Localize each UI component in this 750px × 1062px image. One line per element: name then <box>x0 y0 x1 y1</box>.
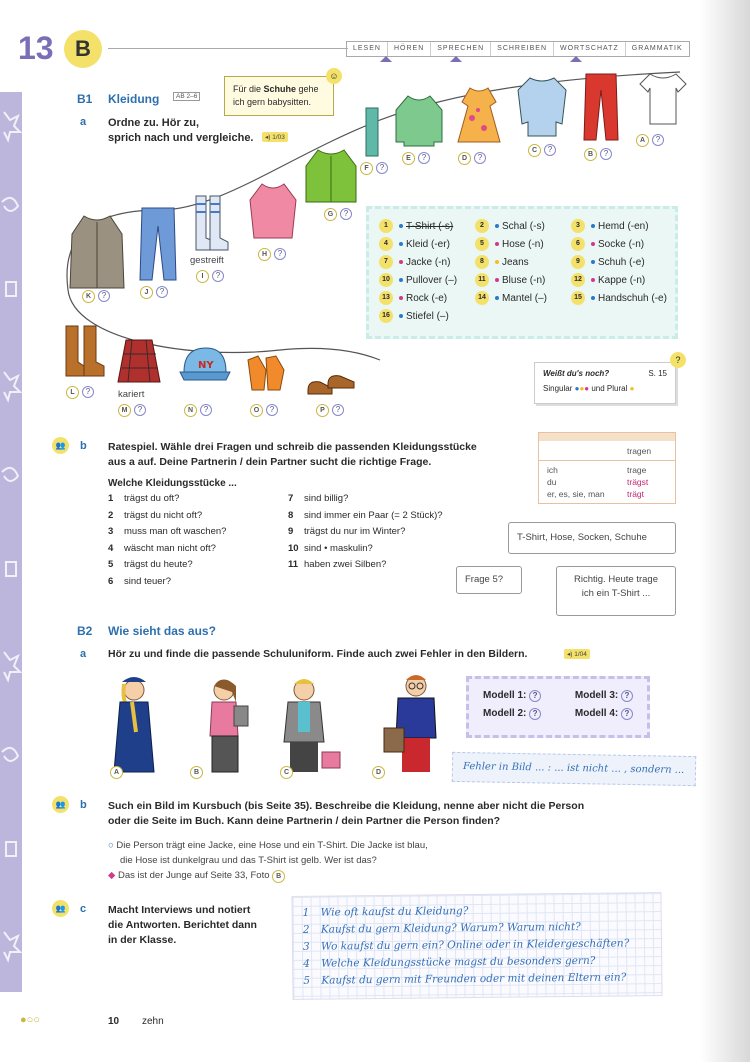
answer-slot-l[interactable]: ? <box>82 386 94 398</box>
answer-slot-a[interactable]: ? <box>652 134 664 146</box>
b2b-letter: b <box>80 799 87 811</box>
b2b-example-1b: die Hose ist dunkelgrau und das T-Shirt ist gelb. Wer ist das? <box>120 855 377 866</box>
fehler-note: Fehler in Bild ... : ... ist nicht ... , sondern ... <box>452 752 696 786</box>
vocab-item <box>571 219 681 233</box>
note-number: 1 <box>302 906 310 919</box>
question-text: sind • maskulin? <box>304 542 373 554</box>
vocab-number: 11 <box>475 273 489 287</box>
vocab-item <box>379 273 475 287</box>
question-item <box>108 524 288 541</box>
student-d-illustration <box>380 668 450 776</box>
gestreift-label: gestreift <box>190 255 224 266</box>
b2a-audio[interactable]: ◂) 1/04 <box>564 649 590 659</box>
weisst-singular: Singular <box>543 384 573 393</box>
answer-slot-h[interactable]: ? <box>274 248 286 260</box>
vocab-word: Jacke (-n) <box>406 256 451 268</box>
vocab-item <box>379 291 475 305</box>
answer-slot-c[interactable]: ? <box>544 144 556 156</box>
shoes-icon <box>304 370 358 400</box>
vocab-word: Hemd (-en) <box>598 220 649 232</box>
label-k: K <box>82 290 95 303</box>
question-text: trägst du oft? <box>124 493 180 504</box>
note-line <box>303 935 651 956</box>
label-c: C <box>528 144 541 157</box>
vocab-item <box>379 309 475 323</box>
label-n: N <box>184 404 197 417</box>
speech-bubble-2: Frage 5? <box>456 566 522 594</box>
page-word: zehn <box>142 1016 164 1027</box>
difficulty-bulbs-icon: ●○○ <box>20 1014 40 1026</box>
vocab-item <box>475 237 571 251</box>
gender-dot-icon <box>591 242 595 246</box>
b2c-line3: in der Klasse. <box>108 934 177 946</box>
vocab-item <box>571 291 681 305</box>
question-number: 9 <box>288 526 294 537</box>
question-number: 5 <box>108 559 114 570</box>
gender-dot-icon <box>399 278 403 282</box>
modell-4-slot[interactable]: ? <box>621 708 633 720</box>
question-item <box>288 508 488 525</box>
question-list-right <box>288 491 488 574</box>
vocab-item <box>379 219 475 233</box>
tip-text-pre: Für die <box>233 84 264 94</box>
b1b-letter: b <box>80 440 87 452</box>
vocab-number: 6 <box>571 237 585 251</box>
b1a-line2: sprich nach und vergleiche. <box>108 132 254 144</box>
vocab-item <box>571 273 681 287</box>
note-number: 2 <box>302 923 310 936</box>
gender-dot-icon <box>495 242 499 246</box>
gender-dot-icon <box>495 278 499 282</box>
speech-3-line1: Richtig. Heute trage <box>574 574 658 585</box>
note-number: 3 <box>302 940 310 953</box>
skill-schreiben: SCHREIBEN <box>491 42 554 56</box>
label-a: A <box>636 134 649 147</box>
page-number: 10 <box>108 1016 120 1027</box>
speech-bubble-1: T-Shirt, Hose, Socken, Schuhe <box>508 522 676 554</box>
note-text: Welche Kleidungsstücke magst du besonders gern? <box>321 954 596 970</box>
b2a-audio-track: 1/04 <box>574 651 587 658</box>
question-number: 6 <box>108 575 114 587</box>
b2c-instruction <box>108 903 257 948</box>
b2b-line1: Such ein Bild im Kursbuch (bis Seite 35). Beschreibe die Kleidung, nenne aber nicht die Person <box>108 800 585 812</box>
blouse-icon <box>246 180 300 242</box>
boots-icon <box>62 322 106 378</box>
answer-slot-f[interactable]: ? <box>376 162 388 174</box>
vocab-item <box>475 219 571 233</box>
label-j: J <box>140 286 153 299</box>
note-line <box>303 969 651 990</box>
student-b-illustration <box>198 672 258 776</box>
modell-box <box>466 676 650 738</box>
b2c-line2: die Antworten. Berichtet dann <box>108 919 257 931</box>
question-number: 1 <box>108 493 114 504</box>
tragen-er: er, es, sie, man <box>547 489 605 499</box>
person-label-a: A <box>110 766 123 779</box>
vocab-word: Mantel (–) <box>502 292 548 304</box>
skirt-icon <box>116 336 162 386</box>
question-list-left <box>108 491 288 590</box>
question-number: 4 <box>108 542 114 554</box>
label-i: I <box>196 270 209 283</box>
vocab-number: 14 <box>475 291 489 305</box>
vocab-word: Rock (-e) <box>406 292 448 304</box>
skills-bar <box>346 41 690 57</box>
question-text: sind immer ein Paar (= 2 Stück)? <box>304 509 443 521</box>
gender-dot-icon <box>399 296 403 300</box>
label-g: G <box>324 208 337 221</box>
vocab-number: 1 <box>379 219 393 233</box>
vocab-word: Bluse (-n) <box>502 274 546 286</box>
socks-icon <box>190 192 230 254</box>
note-number: 5 <box>303 974 311 987</box>
person-label-b: B <box>190 766 203 779</box>
answer-slot-k[interactable]: ? <box>98 290 110 302</box>
modell-2: Modell 2: <box>483 708 527 719</box>
tragen-table <box>538 432 676 504</box>
answer-slot-d[interactable]: ? <box>474 152 486 164</box>
group-icon: 👥 <box>52 900 69 917</box>
answer-slot-b[interactable]: ? <box>600 148 612 160</box>
vocab-number: 10 <box>379 273 393 287</box>
vocab-grid <box>379 219 665 323</box>
b2c-letter: c <box>80 903 87 915</box>
vocab-word: Kappe (-n) <box>598 274 646 286</box>
gender-dot-icon <box>495 296 499 300</box>
svg-text:NY: NY <box>198 360 214 371</box>
kariert-label: kariert <box>118 389 145 400</box>
student-a-illustration <box>104 672 164 776</box>
vocab-word: T-Shirt (-s) <box>406 220 454 232</box>
gender-dot-icon <box>399 242 403 246</box>
vocab-word: Kleid (-er) <box>406 238 450 250</box>
label-p: P <box>316 404 329 417</box>
partner-icon-b2b: 👥 <box>52 796 69 813</box>
speech-icon: ☺ <box>326 68 342 84</box>
vocab-number: 12 <box>571 273 585 287</box>
vocab-number: 5 <box>475 237 489 251</box>
answer-slot-o[interactable]: ? <box>266 404 278 416</box>
person-label-c: C <box>280 766 293 779</box>
vocab-word: Schal (-s) <box>502 220 545 232</box>
question-text: sind teuer? <box>124 575 172 587</box>
vocab-number: 7 <box>379 255 393 269</box>
modell-1-slot[interactable]: ? <box>529 690 541 702</box>
b2b-example-1a: Die Person trägt eine Jacke, eine Hose und ein T-Shirt. Die Jacke ist blau, <box>116 840 428 851</box>
b2b-line2: oder die Seite im Buch. Kann deine Partnerin / dein Partner die Person finden? <box>108 815 501 827</box>
answer-slot-e[interactable]: ? <box>418 152 430 164</box>
answer-slot-n[interactable]: ? <box>200 404 212 416</box>
question-text: muss man oft waschen? <box>124 526 227 537</box>
header-rule <box>108 48 348 49</box>
skill-lesen: LESEN <box>347 42 388 56</box>
b1a-audio-track: 1/03 <box>272 134 285 141</box>
jeans-icon <box>136 204 180 282</box>
student-c-illustration <box>270 672 344 776</box>
answer-slot-p[interactable]: ? <box>332 404 344 416</box>
gender-dot-icon <box>591 278 595 282</box>
label-o: O <box>250 404 263 417</box>
coat-icon <box>66 212 128 292</box>
label-f: F <box>360 162 373 175</box>
vocab-number: 3 <box>571 219 585 233</box>
b2b-instruction <box>108 799 584 829</box>
question-text: wäscht man nicht oft? <box>124 542 216 554</box>
scarf-icon <box>360 104 384 160</box>
question-number: 7 <box>288 493 294 504</box>
b1a-audio[interactable]: ◂) 1/03 <box>262 132 288 142</box>
tip-text-bold: Schuhe <box>263 84 297 94</box>
question-number: 3 <box>108 526 114 537</box>
tragen-traegt: trägt <box>627 489 645 499</box>
cap-icon <box>176 342 232 392</box>
tragen-du: du <box>547 477 557 487</box>
question-item <box>288 541 488 558</box>
b1-ref: AB 2–6 <box>173 92 200 101</box>
vocab-number: 13 <box>379 291 393 305</box>
question-item <box>108 491 288 508</box>
b2a-letter: a <box>80 648 87 660</box>
b1-title: Kleidung <box>108 92 160 106</box>
vocab-item <box>475 291 571 305</box>
vocab-item <box>379 237 475 251</box>
gender-dot-icon <box>591 224 595 228</box>
gender-dot-icon <box>399 260 403 264</box>
unit-number: 13 <box>18 30 54 66</box>
note-text: Wie oft kaufst du Kleidung? <box>320 905 469 919</box>
tragen-traegst: trägst <box>627 477 649 487</box>
vocab-word: Socke (-n) <box>598 238 645 250</box>
answer-slot-m[interactable]: ? <box>134 404 146 416</box>
gender-dot-icon <box>399 314 403 318</box>
tragen-ich: ich <box>547 465 558 475</box>
lightbulb-icon: ? <box>670 352 686 368</box>
gender-dot-icon <box>495 224 499 228</box>
dress-icon <box>452 84 506 146</box>
section-letter-badge: B <box>64 30 102 68</box>
tip-text-post: gehe ich gern babysitten. <box>233 84 319 107</box>
modell-2-slot[interactable]: ? <box>529 708 541 720</box>
modell-1: Modell 1: <box>483 690 527 701</box>
shirt-icon <box>514 74 570 140</box>
vocab-item <box>571 237 681 251</box>
b1a-letter: a <box>80 116 87 128</box>
label-d: D <box>458 152 471 165</box>
label-b: B <box>584 148 597 161</box>
note-text: Wo kaufst du gern ein? Online oder in Kleidergeschäften? <box>320 937 630 953</box>
vocab-item <box>475 273 571 287</box>
interview-notes <box>291 892 662 1000</box>
question-number: 10 <box>288 542 299 554</box>
b1b-line2: aus a auf. Deine Partnerin / dein Partner sucht die richtige Frage. <box>108 456 432 468</box>
b1b-lead: Welche Kleidungsstücke ... <box>108 478 237 489</box>
tshirt-icon <box>636 70 688 128</box>
tragen-trage: trage <box>627 465 647 475</box>
vocab-number: 8 <box>475 255 489 269</box>
skill-sprechen: SPRECHEN <box>431 42 491 56</box>
vocab-number: 15 <box>571 291 585 305</box>
vocab-word: Pullover (–) <box>406 274 458 286</box>
partner-icon: 👥 <box>52 437 69 454</box>
question-item <box>108 557 288 574</box>
question-number: 11 <box>288 559 299 570</box>
pullover-icon <box>392 92 446 148</box>
side-decoration-strip <box>0 92 22 992</box>
b2-label: B2 <box>77 624 93 638</box>
vocab-word: Jeans <box>502 256 529 268</box>
b2c-line1: Macht Interviews und notiert <box>108 904 251 916</box>
question-item <box>108 508 288 525</box>
weisst-title: Weißt du's noch? <box>543 369 610 378</box>
label-l: L <box>66 386 79 399</box>
question-text: trägst du nicht oft? <box>124 509 203 521</box>
b2b-examples: ○ Die Person trägt eine Jacke, eine Hose und ein T-Shirt. Die Jacke ist blau, die Hose ist dunkelgrau und das T-Shirt ist gelb. Wer ist das? ◆ Das ist der Junge auf Seite 33, Foto B <box>108 840 428 881</box>
trousers-icon <box>580 70 622 142</box>
modell-4: Modell 4: <box>574 708 619 719</box>
answer-slot-g[interactable]: ? <box>340 208 352 220</box>
question-text: trägst du nur im Winter? <box>304 526 406 537</box>
note-number: 4 <box>303 957 310 970</box>
vocab-item <box>571 255 681 269</box>
b1a-line1: Ordne zu. Hör zu, <box>108 117 200 129</box>
b1-label: B1 <box>77 92 93 106</box>
question-item <box>288 491 488 508</box>
vocab-word: Handschuh (-e) <box>598 292 667 304</box>
skill-hoeren: HÖREN <box>388 42 431 56</box>
vocab-box <box>366 206 678 339</box>
vocab-word: Schuh (-e) <box>598 256 645 268</box>
person-label-d: D <box>372 766 385 779</box>
weisst-plural: und Plural <box>591 384 628 393</box>
tragen-head: tragen <box>627 446 652 456</box>
skill-grammatik: GRAMMATIK <box>631 45 683 52</box>
question-item <box>108 574 288 591</box>
skill-wortschatz: WORTSCHATZ <box>554 42 626 56</box>
modell-3-slot[interactable]: ? <box>621 690 633 702</box>
question-text: haben zwei Silben? <box>304 559 387 570</box>
vocab-number: 9 <box>571 255 585 269</box>
vocab-item <box>475 255 571 269</box>
note-text: Kaufst du gern mit Freunden oder mit deinen Eltern ein? <box>321 971 627 987</box>
b1b-instruction <box>108 440 477 470</box>
question-item <box>288 524 488 541</box>
gender-dot-icon <box>591 260 595 264</box>
b2b-example-ref: B <box>272 870 285 883</box>
gloves-icon <box>244 350 288 394</box>
vocab-item <box>379 255 475 269</box>
b2a-instruction: Hör zu und finde die passende Schuluniform. Finde auch zwei Fehler in den Bildern. <box>108 648 528 660</box>
gender-dot-icon <box>399 224 403 228</box>
vocab-word: Hose (-n) <box>502 238 544 250</box>
speech-bubble-3 <box>556 566 676 616</box>
question-text: trägst du heute? <box>124 559 193 570</box>
vocab-number: 4 <box>379 237 393 251</box>
label-m: M <box>118 404 131 417</box>
vocab-number: 2 <box>475 219 489 233</box>
question-item <box>108 541 288 558</box>
b2-title: Wie sieht das aus? <box>108 624 216 638</box>
gender-dot-icon <box>591 296 595 300</box>
vocab-word: Stiefel (–) <box>406 310 449 322</box>
label-h: H <box>258 248 271 261</box>
answer-slot-i[interactable]: ? <box>212 270 224 282</box>
vocab-number: 16 <box>379 309 393 323</box>
speech-3-line2: ich ein T-Shirt ... <box>581 588 651 599</box>
weisst-page: S. 15 <box>648 369 667 378</box>
label-e: E <box>402 152 415 165</box>
b1b-line1: Ratespiel. Wähle drei Fragen und schreib die passenden Kleidungsstücke <box>108 441 477 453</box>
b2b-example-2: Das ist der Junge auf Seite 33, Foto <box>117 870 270 881</box>
answer-slot-j[interactable]: ? <box>156 286 168 298</box>
jacket-icon <box>302 146 360 208</box>
gender-dot-icon <box>495 260 499 264</box>
note-text: Kaufst du gern Kleidung? Warum? Warum nicht? <box>320 920 581 936</box>
question-text: sind billig? <box>304 493 349 504</box>
page-edge-shadow <box>700 0 750 1062</box>
question-number: 8 <box>288 509 294 521</box>
modell-3: Modell 3: <box>574 690 619 701</box>
weisst-box: Weißt du's noch? S. 15 Singular ●●● und Plural ● <box>534 362 676 404</box>
question-number: 2 <box>108 509 114 521</box>
